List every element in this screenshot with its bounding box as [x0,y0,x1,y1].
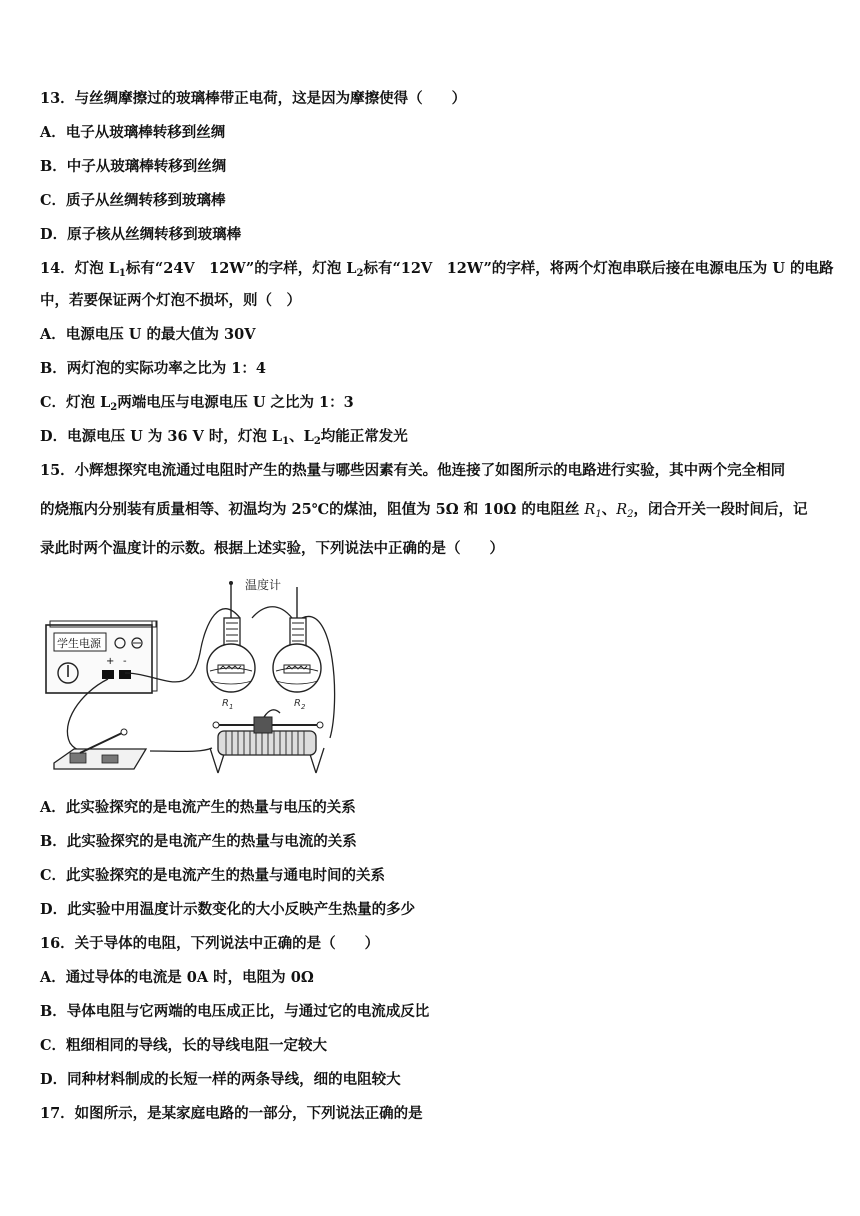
q14-option-a: A．电源电压 U 的最大值为 30V [40,326,256,343]
q16-option-b: B．导体电阻与它两端的电压成正比，与通过它的电流成反比 [40,1003,430,1020]
q15-option-c: C．此实验探究的是电流产生的热量与通电时间的关系 [40,867,386,884]
q15-stem-line1: 15．小辉想探究电流通过电阻时产生的热量与哪些因素有关。他连接了如图所示的电路进行实验，其中两个完全相同 [40,462,786,479]
q13-option-c: C．质子从丝绸转移到玻璃棒 [40,192,226,209]
q14-option-d: D．电源电压 U 为 36 V 时，灯泡 $L_1$、$L_2$均能正常发光 [40,428,408,447]
flask-r2 [273,587,321,711]
q16-option-a: A．通过导体的电流是 0A 时，电阻为 0Ω [40,969,314,986]
q14-stem-continued: 中，若要保证两个灯泡不损坏，则（ ） [40,292,301,309]
power-supply-label: 学生电源 [57,637,101,650]
circuit-diagram [40,573,340,783]
r1-label: $R_1$ [222,698,234,711]
q14-option-b: B．两灯泡的实际功率之比为 1：4 [40,360,266,377]
q14-stem: 14．灯泡 $L_1$标有“24V 12W”的字样，灯泡 $L_2$标有“12V 12W”的字样，将两个灯泡串联后接在电源电压为 U 的电路 [40,260,834,279]
q15-option-a: A．此实验探究的是电流产生的热量与电压的关系 [40,799,356,816]
sliding-rheostat [210,710,324,773]
q15-stem-line3: 录此时两个温度计的示数。根据上述实验，下列说法中正确的是（ ） [40,540,504,557]
q17-stem: 17．如图所示，是某家庭电路的一部分，下列说法正确的是 [40,1105,423,1122]
thermometer-label: 温度计 [245,578,282,592]
minus-terminal-label: - [123,656,127,667]
flask-r1 [207,581,255,711]
q15-option-b: B．此实验探究的是电流产生的热量与电流的关系 [40,833,357,850]
circuit-figure [40,573,340,783]
q13-option-a: A．电子从玻璃棒转移到丝绸 [40,124,226,141]
q16-option-c: C．粗细相同的导线，长的导线电阻一定较大 [40,1037,328,1054]
q15-option-d: D．此实验中用温度计示数变化的大小反映产生热量的多少 [40,901,416,918]
q16-option-d: D．同种材料制成的长短一样的两条导线，细的电阻较大 [40,1071,401,1088]
q13-stem: 13．与丝绸摩擦过的玻璃棒带正电荷，这是因为摩擦使得（ ） [40,90,467,107]
plus-terminal-label: + [106,656,115,667]
q15-stem-line2: 的烧瓶内分别装有质量相等、初温均为 25℃的煤油，阻值为 5Ω 和 10Ω 的电阻丝 $R_1$、$R_2$，闭合开关一段时间后，记 [40,501,808,520]
q13-option-d: D．原子核从丝绸转移到玻璃棒 [40,226,242,243]
q13-option-b: B．中子从玻璃棒转移到丝绸 [40,158,227,175]
q16-stem: 16．关于导体的电阻，下列说法中正确的是（ ） [40,935,380,952]
r2-label: $R_2$ [294,698,306,711]
q14-option-c: C．灯泡 $L_2$两端电压与电源电压 U 之比为 1：3 [40,394,354,413]
